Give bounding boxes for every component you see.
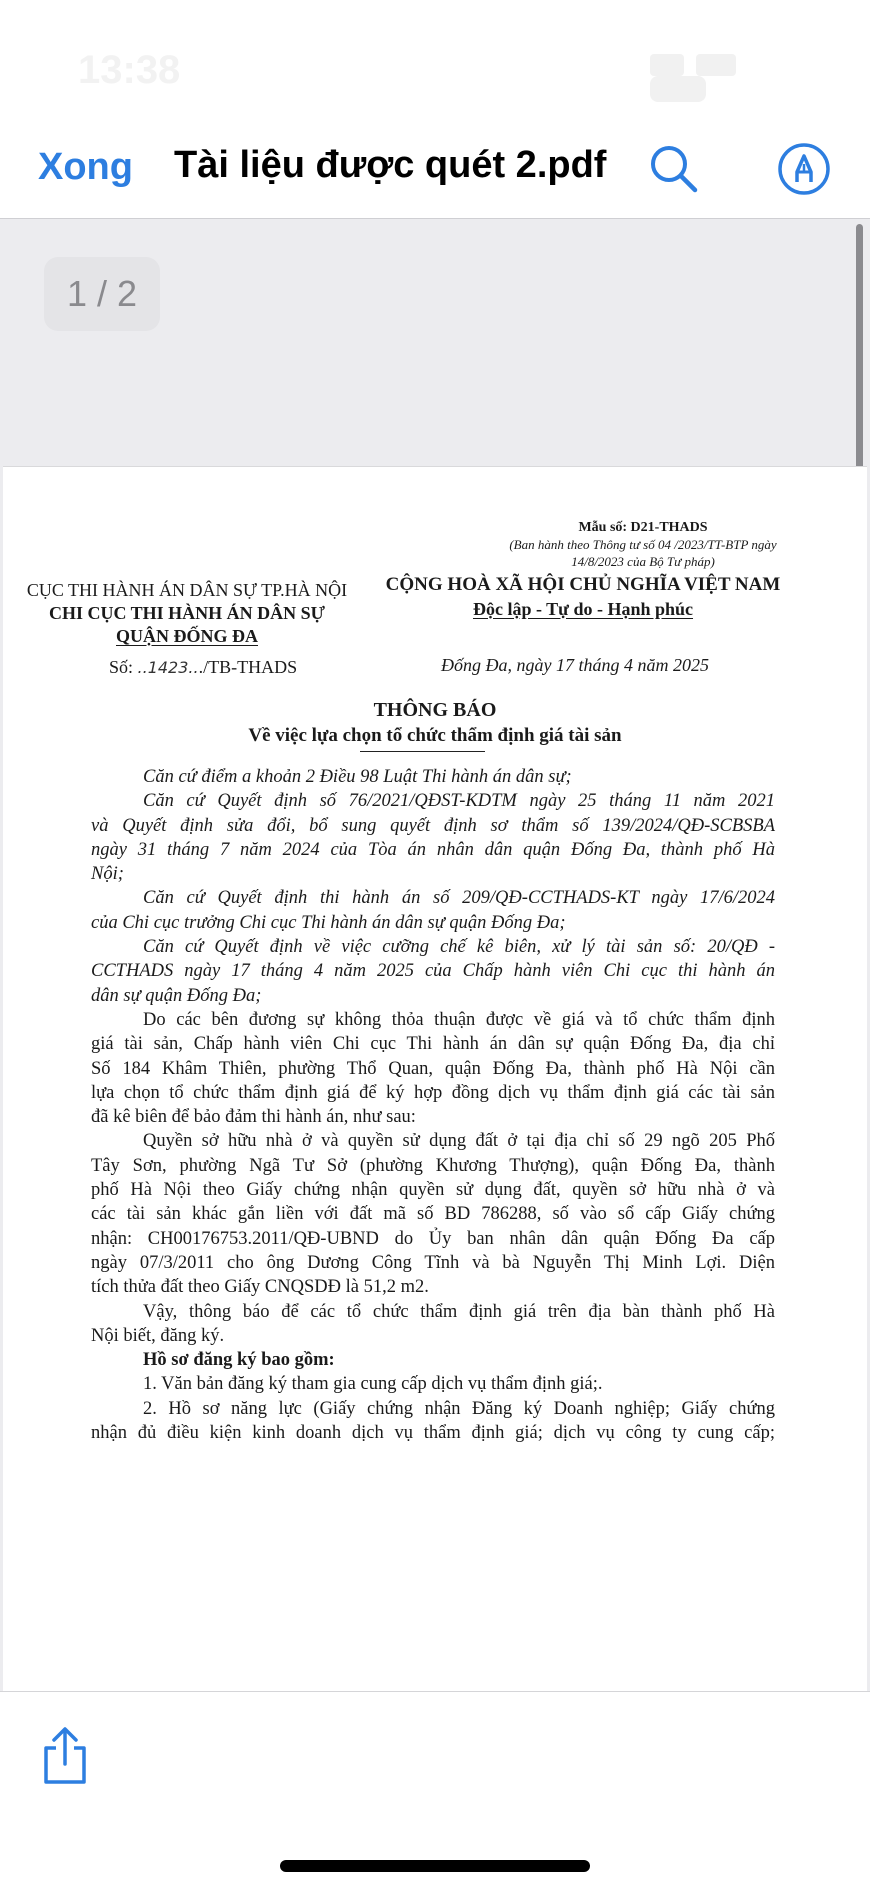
body-line: phố Hà Nội theo Giấy chứng nhận quyền sử dụng đất, quyền sở hữu nhà ở và <box>91 1180 775 1201</box>
status-indicators <box>650 54 810 84</box>
document-title: Tài liệu được quét 2.pdf <box>174 144 607 186</box>
body-line: nhận: CH00176753.2011/QĐ-UBND do Ủy ban nhân dân quận Đống Đa cấp <box>91 1228 775 1249</box>
form-note-2: 14/8/2023 của Bộ Tư pháp) <box>571 554 715 570</box>
form-code: Mẫu số: D21-THADS <box>578 520 708 535</box>
body-line: tích thửa đất theo Giấy CNQSDĐ là 51,2 m2. <box>91 1277 429 1298</box>
body-line: lựa chọn tổ chức thẩm định giá để ký hợp đồng dịch vụ thẩm định giá các tài sản <box>91 1082 775 1103</box>
body-heading: Hồ sơ đăng ký bao gồm: <box>143 1350 335 1371</box>
form-note-1: (Ban hành theo Thông tư số 04 /2023/TT-BTP ngày <box>509 537 777 553</box>
signal-icon <box>650 54 684 76</box>
share-icon <box>40 1726 90 1788</box>
body-line: các tài sản khác gắn liền với đất mã số BD 786288, số vào sổ cấp Giấy chứng <box>91 1204 775 1225</box>
body-line: đã kê biên để bảo đảm thi hành án, như sau: <box>91 1107 416 1128</box>
pen-tip-circle-icon <box>775 140 833 198</box>
done-button[interactable]: Xong <box>38 146 133 188</box>
nav-bar <box>0 130 870 219</box>
list-item: 1. Văn bản đăng ký tham gia cung cấp dịch vụ thẩm định giá;. <box>143 1374 603 1395</box>
body-line: ngày 07/3/2011 cho ông Dương Công Tĩnh và bà Nguyễn Thị Minh Lợi. Diện <box>91 1252 775 1273</box>
document-date: Đống Đa, ngày 17 tháng 4 năm 2025 <box>441 655 709 675</box>
notice-title: THÔNG BÁO <box>373 699 497 721</box>
magnifier-icon <box>645 140 703 198</box>
home-indicator[interactable] <box>280 1860 590 1872</box>
network-icon <box>696 54 736 76</box>
body-line: Tây Sơn, phường Ngã Tư Sở (phường Khương Thượng), quận Đống Đa, thành <box>91 1155 775 1176</box>
body-line: Do các bên đương sự không thỏa thuận được về giá và tổ chức thẩm định <box>143 1009 775 1030</box>
pdf-viewer[interactable] <box>0 219 870 1691</box>
status-bar <box>0 0 870 130</box>
document-body <box>91 765 775 1445</box>
page-indicator: 1 / 2 <box>44 257 160 331</box>
title-divider <box>360 751 485 752</box>
status-time: 13:38 <box>78 48 181 92</box>
document-number <box>109 657 297 678</box>
body-line: Căn cứ Quyết định về việc cưỡng chế kê biên, xử lý tài sản số: 20/QĐ - <box>143 937 775 958</box>
body-line: của Chi cục trưởng Chi cục Thi hành án dân sự quận Đống Đa; <box>91 912 566 933</box>
nation-line-2: Độc lập - Tự do - Hạnh phúc <box>472 598 694 619</box>
agency-line-2: CHI CỤC THI HÀNH ÁN DÂN SỰ <box>48 602 326 623</box>
body-line: Vậy, thông báo để các tổ chức thẩm định giá trên địa bàn thành phố Hà <box>143 1301 775 1322</box>
nation-line-1: CỘNG HOÀ XÃ HỘI CHỦ NGHĨA VIỆT NAM <box>385 574 781 595</box>
body-line: Số 184 Khâm Thiên, phường Thổ Quan, quận Đống Đa, thành phố Hà Nội cần <box>91 1058 775 1079</box>
body-line: Quyền sở hữu nhà ở và quyền sử dụng đất ở tại địa chỉ số 29 ngõ 205 Phố <box>143 1131 775 1152</box>
body-line: dân sự quận Đống Đa; <box>91 985 262 1006</box>
body-line: Nội; <box>91 864 124 885</box>
form-meta <box>433 519 853 571</box>
body-line: Căn cứ Quyết định số 76/2021/QĐST-KDTM ngày 25 tháng 11 năm 2021 <box>143 791 775 812</box>
body-line: Căn cứ Quyết định thi hành án số 209/QĐ-CCTHADS-KT ngày 17/6/2024 <box>143 888 775 909</box>
agency-line-1: CỤC THI HÀNH ÁN DÂN SỰ TP.HÀ NỘI <box>26 580 348 600</box>
body-line: ngày 31 tháng 7 năm 2024 của Tòa án nhân dân quận Đống Đa, thành phố Hà <box>91 839 775 860</box>
number-suffix: ./TB-THADS <box>198 657 298 677</box>
nation-header <box>373 573 793 621</box>
body-line: giá tài sản, Chấp hành viên Chi cục Thi hành án dân sự quận Đống Đa, địa chỉ <box>91 1034 775 1055</box>
agency-header <box>17 579 357 648</box>
search-button[interactable] <box>645 140 703 198</box>
body-line: CCTHADS ngày 17 tháng 4 năm 2025 của Chấp hành viên Chi cục thi hành án <box>91 961 775 982</box>
number-handwritten: ..1423.. <box>137 658 199 677</box>
share-button[interactable] <box>40 1726 90 1788</box>
body-line: Căn cứ điểm a khoản 2 Điều 98 Luật Thi hành án dân sự; <box>143 767 572 787</box>
battery-icon <box>650 76 706 102</box>
body-line: nhận đủ điều kiện kinh doanh dịch vụ thẩm định giá; dịch vụ công ty cung cấp; <box>91 1423 775 1444</box>
agency-line-3: QUẬN ĐỐNG ĐA <box>116 625 258 646</box>
body-line: Nội biết, đăng ký. <box>91 1325 225 1346</box>
number-prefix: Số: <box>109 657 138 677</box>
markup-button[interactable] <box>775 140 833 198</box>
pdf-page <box>3 466 867 1691</box>
body-line: và Quyết định sửa đổi, bổ sung quyết định sơ thẩm số 139/2024/QĐ-SCBSBA <box>91 815 775 836</box>
list-item: 2. Hồ sơ năng lực (Giấy chứng nhận Đăng ký Doanh nghiệp; Giấy chứng <box>143 1398 775 1419</box>
notice-subtitle: Về việc lựa chọn tổ chức thẩm định giá tài sản <box>248 725 622 746</box>
bottom-toolbar <box>0 1691 870 1885</box>
